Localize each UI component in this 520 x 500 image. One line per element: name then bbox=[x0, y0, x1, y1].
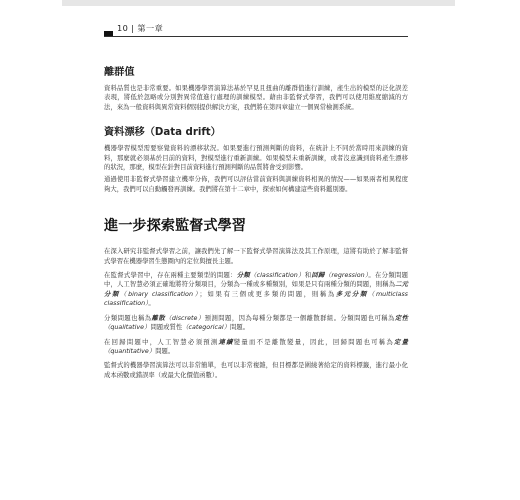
problem-types-text-5: 。 bbox=[148, 300, 155, 308]
term-discrete: 離散 bbox=[151, 314, 166, 322]
problem-types-paragraph bbox=[104, 271, 408, 309]
term-qualitative: 定性 bbox=[394, 314, 408, 322]
eng-qualitative: （qualitative） bbox=[104, 324, 151, 332]
data-drift-paragraph-2: 通過使用非監督式學習建立機率分佈，我們可以評估當前資料與訓練資料相異的情況——如果兩者相異程度夠大，我們可以自動觸發再訓練。我們將在第十二章中，探索如何構建這些資料鑑別器。 bbox=[104, 176, 408, 193]
regression-text-1: 在回歸問題中，人工智慧必須預測 bbox=[104, 338, 219, 346]
running-head-text bbox=[117, 23, 163, 34]
problem-types-text-1: 在監督式學習中，存在兩種主要類型的問題： bbox=[104, 272, 237, 280]
regression-text-3: 問題。 bbox=[155, 347, 175, 355]
eng-classification: （classification） bbox=[250, 272, 305, 280]
data-drift-paragraph-1: 機器學習模型需要察覺資料的漂移狀況。如果要進行預測判斷的資料，在統計上不同於當時用來訓練的資料，那麼就必須基於目前的資料，對模型進行重新訓練。如果模型未重新訓練，或者沒意識到資料產生漂移的狀況，那麼，模型在針對目前資料進行預測判斷的品質將會受到影響。 bbox=[104, 145, 408, 172]
term-classification: 分類 bbox=[236, 272, 251, 280]
page-body bbox=[104, 52, 408, 385]
eng-regression: （regression） bbox=[324, 272, 369, 280]
outliers-heading: 離群值 bbox=[104, 67, 135, 78]
eng-multiclass-classification: （multiclass classification） bbox=[104, 290, 408, 308]
problem-types-text-3: 。在分類問題中，人工智慧必須正確地將符分類項目，分類為一種或多種類別，如果是只有兩種分類的問題，則稱為 bbox=[104, 272, 408, 289]
running-head bbox=[104, 22, 408, 37]
term-continuous: 連續 bbox=[218, 338, 234, 346]
outliers-paragraph: 資料品質也是非常重要。如果機器學習演算法基於罕見且扭曲的離群值進行訓練，產生出的模型的泛化誤差表現，將低於忽略或分別對異常值進行處理的訓練模型。藉由非監督式學習，我們可以使用維度縮減的方法，來為一般資料與異常資料個別提供解決方案，我們將在第四章建立一個異常檢測系統。 bbox=[104, 85, 408, 111]
eng-categorical: （categorical） bbox=[182, 324, 231, 332]
problem-types-text-2: 和 bbox=[304, 272, 312, 280]
regression-paragraph bbox=[104, 338, 408, 357]
eng-binary-classification: （binary classification） bbox=[120, 290, 200, 298]
discrete-paragraph bbox=[104, 314, 408, 333]
running-head-separator: | bbox=[131, 23, 135, 33]
problem-types-text-4: ；如果有三個或更多類的問題，則稱為 bbox=[199, 290, 336, 298]
term-multiclass-classification: 多元分類 bbox=[335, 290, 368, 298]
term-regression: 回歸 bbox=[311, 272, 325, 280]
closing-paragraph: 監督式的機器學習演算法可以非常簡單，也可以非常複雜，但目標都是圍繞著給定的資料標籤，進行最小化成本函數或錯誤率（或最大化價值函數）。 bbox=[104, 362, 408, 379]
term-quantitative: 定量 bbox=[393, 338, 408, 346]
page-top-border bbox=[62, 0, 455, 6]
chapter-title: 第一章 bbox=[137, 23, 164, 33]
section-heading: 進一步探索監督式學習 bbox=[104, 218, 246, 235]
eng-discrete: （discrete） bbox=[165, 314, 205, 322]
section-intro-paragraph: 在深入研究非監督式學習之前，讓我們先了解一下監督式學習演算法及其工作原理，這將有助於了解非監督式學習在機器學習生態圈內的定位與擅長主題。 bbox=[104, 248, 408, 265]
eng-quantitative: （quantitative） bbox=[104, 347, 156, 355]
regression-text-2: 變量而不是離散變量，因此，回歸問題也可稱為 bbox=[233, 338, 394, 346]
running-head-marker bbox=[104, 31, 113, 36]
discrete-text-2: 預測問題，因為每種分類都是一個離散群組。分類問題也可稱為 bbox=[204, 314, 395, 322]
page-number: 10 bbox=[117, 23, 129, 33]
data-drift-heading: 資料漂移（Data drift） bbox=[104, 127, 221, 139]
discrete-text-3: 問題或質性 bbox=[150, 324, 183, 332]
discrete-text-1: 分類問題也稱為 bbox=[104, 314, 152, 322]
term-binary-classification: 二元分類 bbox=[104, 281, 408, 298]
discrete-text-4: 問題。 bbox=[230, 324, 250, 332]
